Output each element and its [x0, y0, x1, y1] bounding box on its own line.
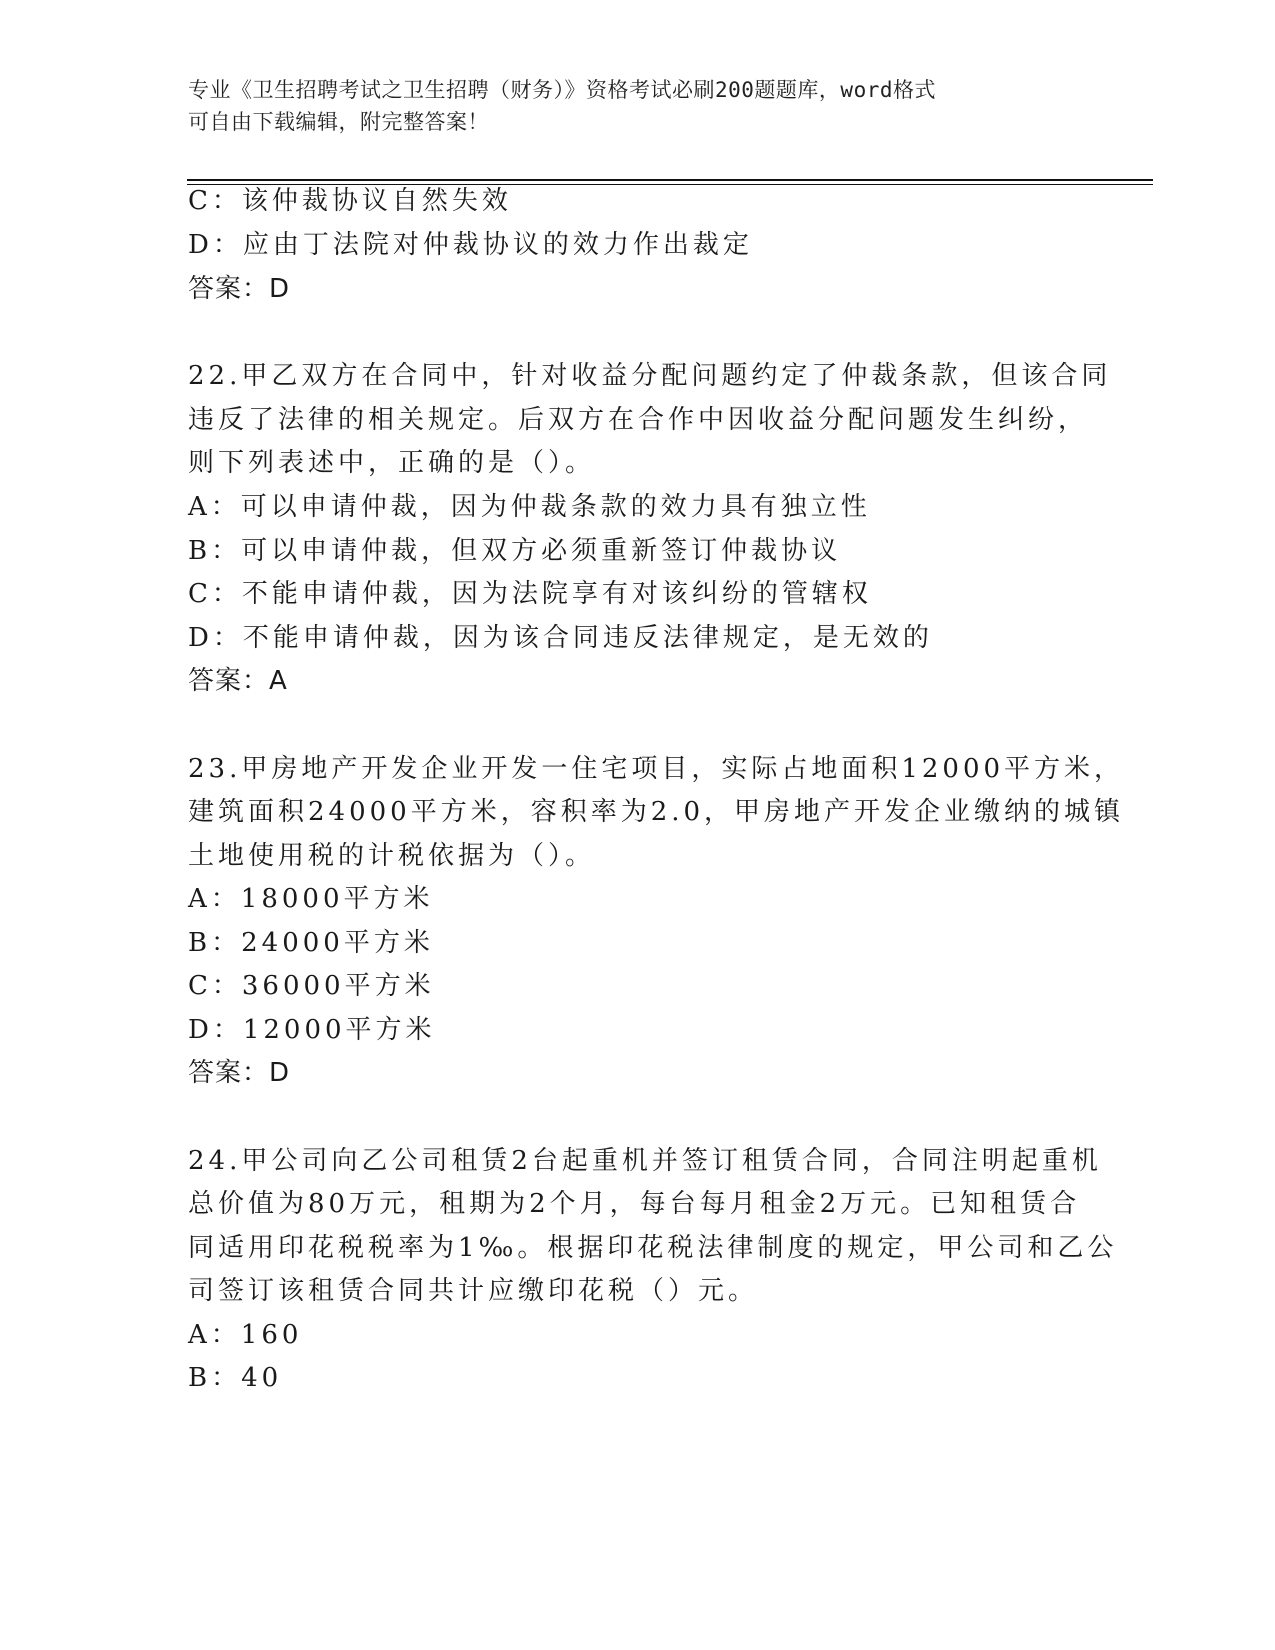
header-line-2: 可自由下载编辑，附完整答案！ — [188, 110, 489, 134]
option-line: C：该仲裁协议自然失效 — [188, 186, 512, 216]
answer-line: 答案：A — [188, 666, 288, 696]
option-line: B：可以申请仲裁，但双方必须重新签订仲裁协议 — [188, 536, 842, 566]
question-line: 土地使用税的计税依据为（）。 — [188, 841, 596, 871]
question-line: 同适用印花税税率为1‰。根据印花税法律制度的规定，甲公司和乙公 — [188, 1233, 1118, 1263]
option-line: A：18000平方米 — [188, 884, 434, 914]
question-line: 建筑面积24000平方米，容积率为2.0，甲房地产开发企业缴纳的城镇 — [188, 797, 1125, 827]
option-line: D：12000平方米 — [188, 1015, 436, 1045]
option-line: A：160 — [188, 1320, 303, 1350]
question-line: 23.甲房地产开发企业开发一住宅项目，实际占地面积12000平方米， — [188, 754, 1125, 784]
question-line: 24.甲公司向乙公司租赁2台起重机并签订租赁合同，合同注明起重机 — [188, 1146, 1102, 1176]
question-line: 则下列表述中，正确的是（）。 — [188, 448, 596, 478]
option-line: B：24000平方米 — [188, 928, 434, 958]
option-line: A：可以申请仲裁，因为仲裁条款的效力具有独立性 — [188, 492, 871, 522]
question-line: 司签订该租赁合同共计应缴印花税（）元。 — [188, 1276, 759, 1306]
header-line-1: 专业《卫生招聘考试之卫生招聘（财务）》资格考试必刷200题题库，word格式 — [188, 78, 936, 102]
option-line: B：40 — [188, 1363, 283, 1393]
option-line: D：应由丁法院对仲裁协议的效力作出裁定 — [188, 230, 753, 260]
document-header — [188, 74, 1088, 138]
option-line: D：不能申请仲裁，因为该合同违反法律规定，是无效的 — [188, 623, 933, 653]
question-line: 22.甲乙双方在合同中，针对收益分配问题约定了仲裁条款，但该合同 — [188, 361, 1112, 391]
question-line: 总价值为80万元，租期为2个月，每台每月租金2万元。已知租赁合 — [188, 1189, 1081, 1219]
option-line: C：不能申请仲裁，因为法院享有对该纠纷的管辖权 — [188, 579, 872, 609]
question-line: 违反了法律的相关规定。后双方在合作中因收益分配问题发生纠纷， — [188, 405, 1089, 435]
answer-line: 答案：D — [188, 274, 291, 304]
option-line: C：36000平方米 — [188, 971, 435, 1001]
header-rule-top — [187, 179, 1153, 181]
answer-line: 答案：D — [188, 1058, 291, 1088]
